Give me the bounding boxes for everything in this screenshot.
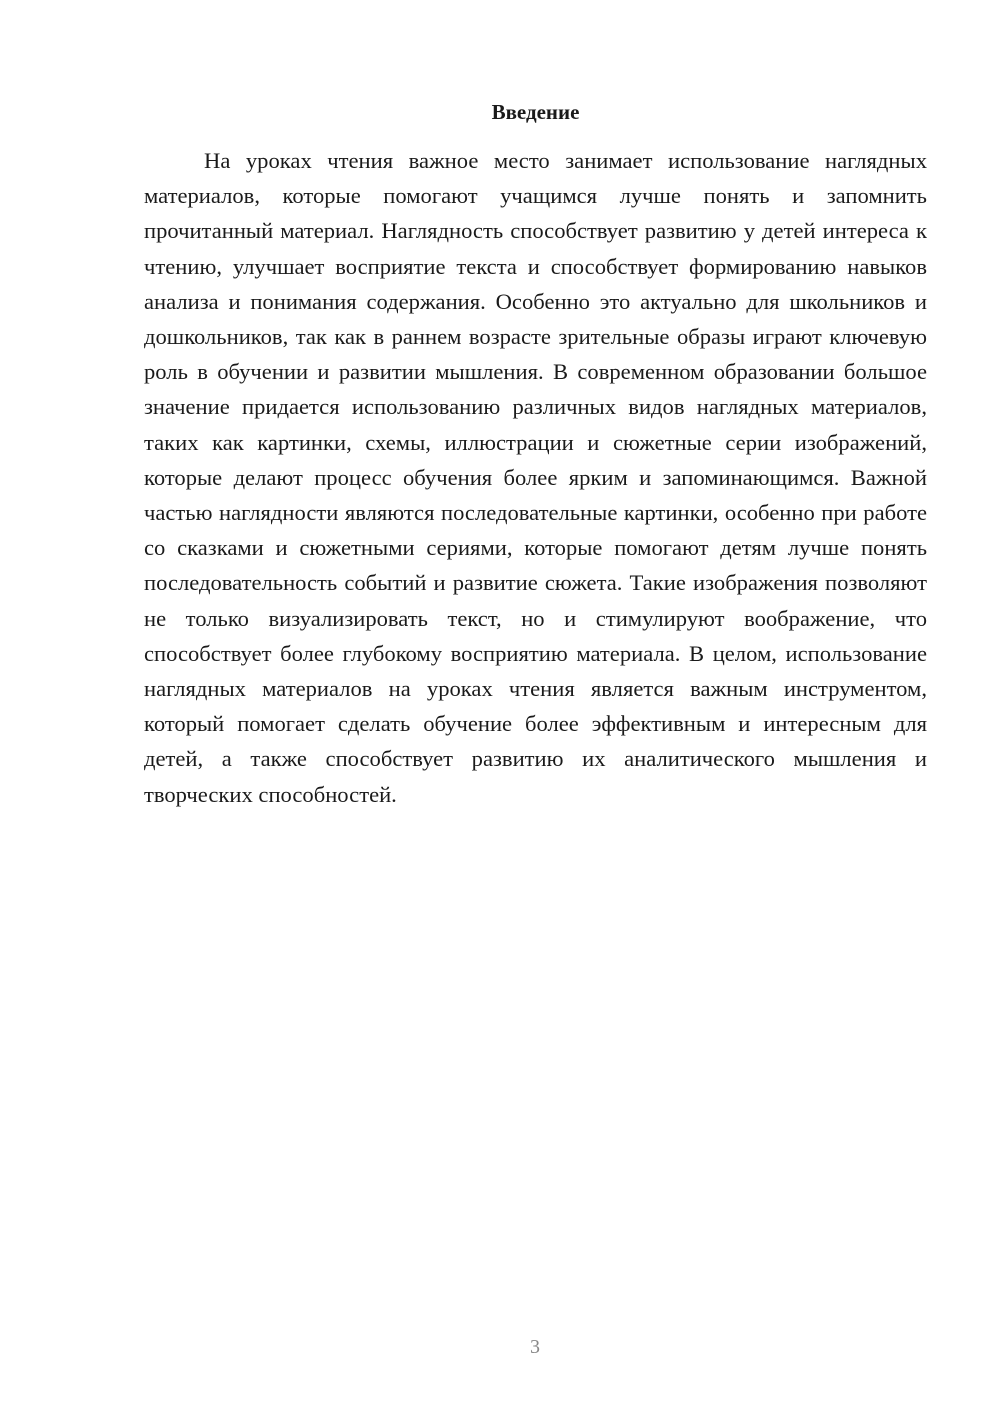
page-number: 3 [530, 1336, 540, 1358]
body-paragraph: На уроках чтения важное место занимает использование наглядных материалов, которые помогают учащимся лучше понять и запомнить прочитанный материал. Наглядность способствует развитию у детей интереса к чтению, улучшает восприятие текста и способствует формированию навыков анализа и понимания содержания. Особенно это актуально для школьников и дошкольников, так как в раннем возрасте зрительные образы играют ключевую роль в обучении и развитии мышления. В современном образовании большое значение придается использованию различных видов наглядных материалов, таких как картинки, схемы, иллюстрации и сюжетные серии изображений, которые делают процесс обучения более ярким и запоминающимся. Важной частью наглядности являются последовательные картинки, особенно при работе со сказками и сюжетными сериями, которые помогают детям лучше понять последовательность событий и развитие сюжета. Такие изображения позволяют не только визуализировать текст, но и стимулируют воображение, что способствует более глубокому восприятию материала. В целом, использование наглядных материалов на уроках чтения является важным инструментом, который помогает сделать обучение более эффективным и интересным для детей, а также способствует развитию их аналитического мышления и творческих способностей. [144, 148, 927, 807]
section-heading: Введение [491, 100, 580, 124]
